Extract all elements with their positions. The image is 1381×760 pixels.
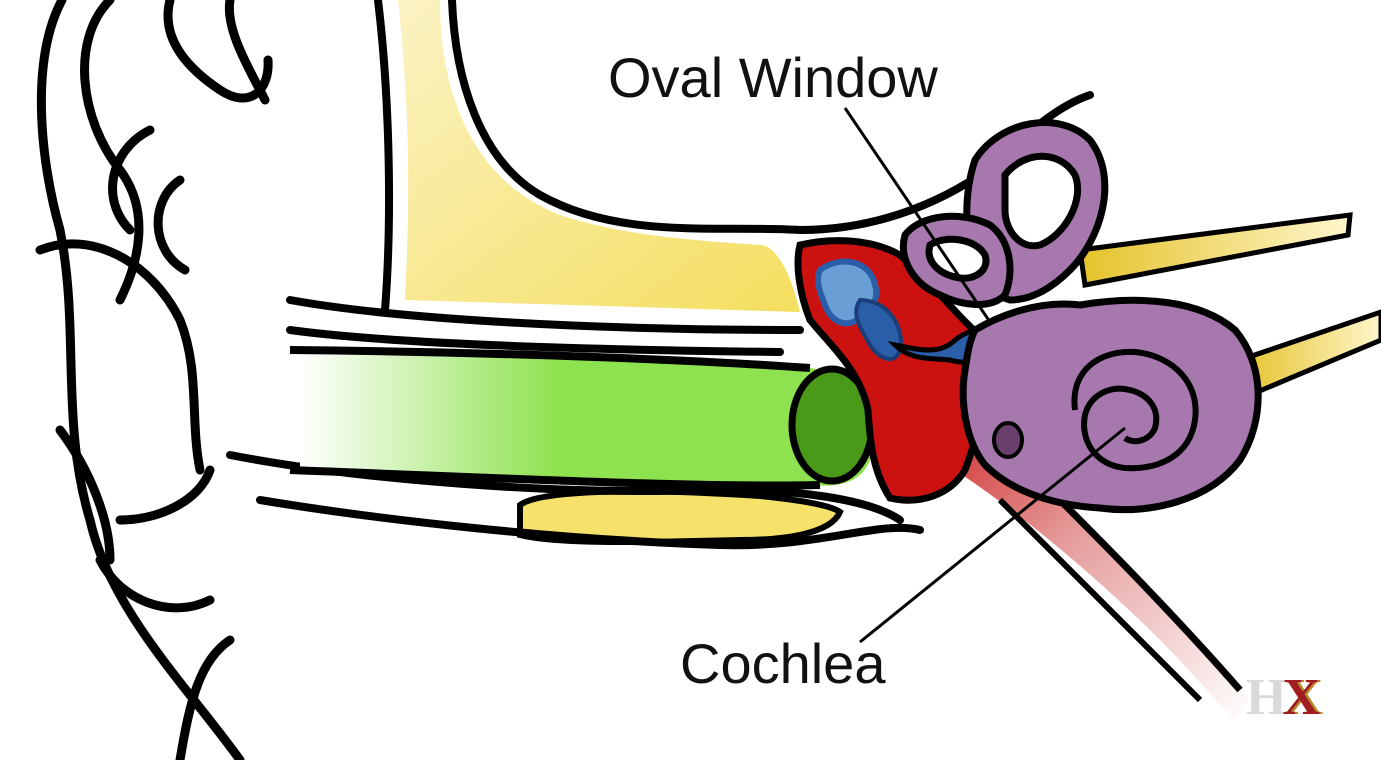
- logo-h: H: [1246, 669, 1283, 726]
- outer-ear: [40, 0, 268, 760]
- ear-canal: [290, 350, 872, 486]
- logo-x: X: [1282, 669, 1317, 726]
- cochlea-label: Cochlea: [680, 632, 886, 695]
- oval-window-label: Oval Window: [608, 46, 938, 109]
- hx-logo: [1246, 669, 1317, 726]
